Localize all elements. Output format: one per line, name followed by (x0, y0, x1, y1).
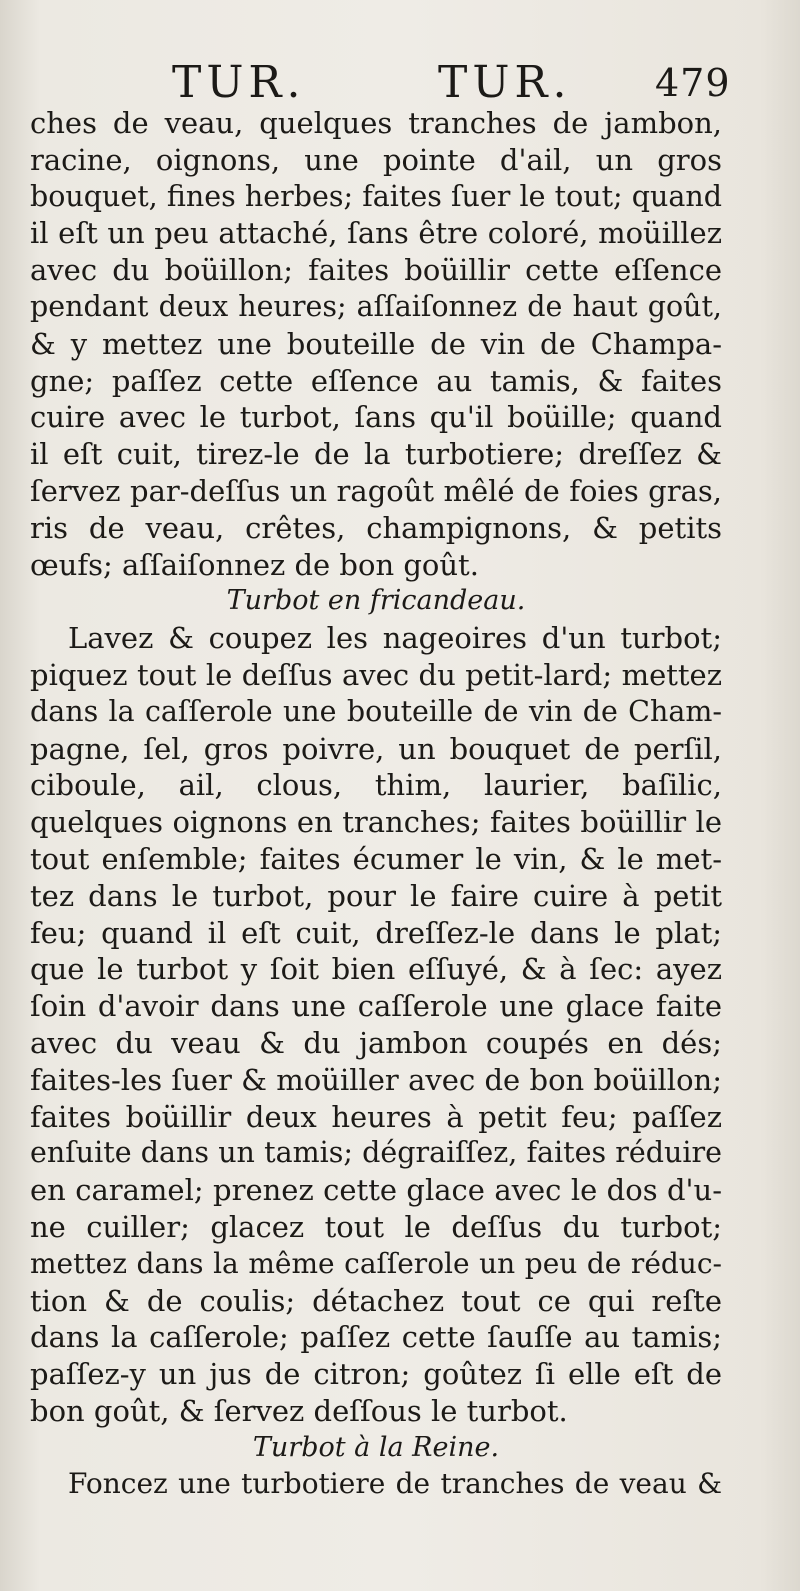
text-line: avec du boüillon; faites boüillir cette eſſence (30, 253, 722, 288)
text-line: faites boüillir deux heures à petit feu; paſſez (30, 1099, 722, 1134)
text-line: dans la caſſerole une bouteille de vin de Cham- (30, 694, 722, 728)
page-number: 479 (655, 61, 731, 105)
text-line: gne; paſſez cette eſſence au tamis, & faites (30, 363, 722, 398)
text-line: bon goût, & ſervez deſſous le turbot. (30, 1393, 568, 1428)
running-head-right: TUR. (438, 57, 572, 108)
running-head-left: TUR. (172, 57, 306, 108)
text-line: tout enſemble; faites écumer le vin, & le met- (30, 841, 722, 876)
text-line: cuire avec le turbot, ſans qu'il boüille; quand (30, 400, 722, 435)
text-line: racine, oignons, une pointe d'ail, un gros (30, 142, 722, 177)
text-line: paſſez-y un jus de citron; goûtez ſi elle eſt de (30, 1357, 722, 1392)
section-heading: Turbot à la Reine. (252, 1431, 500, 1463)
text-line: ſervez par-deſſus un ragoût mêlé de foies gras, (30, 473, 722, 508)
text-line: il eſt un peu attaché, ſans être coloré, moüillez (30, 216, 722, 251)
text-line: en caramel; prenez cette glace avec le dos d'u- (30, 1173, 722, 1208)
text-line: Foncez une turbotiere de tranches de veau & (68, 1467, 722, 1501)
text-line: pagne, ſel, gros poivre, un bouquet de perſil, (30, 731, 722, 766)
text-line: enſuite dans un tamis; dégraiſſez, faites réduire (30, 1136, 722, 1170)
text-line: ciboule, ail, clous, thim, laurier, baſilic, (30, 768, 722, 803)
text-line: que le turbot y ſoit bien eſſuyé, & à ſec: ayez (30, 952, 722, 987)
text-line: dans la caſſerole; paſſez cette ſauſſe au tamis; (30, 1320, 722, 1355)
text-line: feu; quand il eſt cuit, dreſſez-le dans le plat; (30, 915, 722, 950)
text-line: Lavez & coupez les nageoires d'un turbot; (68, 621, 722, 656)
running-header (0, 55, 800, 111)
body-text (30, 105, 722, 1503)
text-line: tion & de coulis; détachez tout ce qui reſte (30, 1283, 722, 1318)
text-line: & y mettez une bouteille de vin de Champa- (30, 326, 722, 361)
text-line: faites-les ſuer & moüiller avec de bon boüillon; (30, 1062, 722, 1097)
text-line: piquez tout le deſſus avec du petit-lard; mettez (30, 657, 722, 692)
text-line: quelques oignons en tranches; faites boüillir le (30, 805, 722, 840)
text-line: ne cuiller; glacez tout le deſſus du turbot; (30, 1209, 722, 1244)
text-line: mettez dans la même caſſerole un peu de réduc- (30, 1246, 722, 1280)
text-line: avec du veau & du jambon coupés en dés; (30, 1025, 722, 1060)
text-line: ris de veau, crêtes, champignons, & petits (30, 510, 722, 545)
text-line: tez dans le turbot, pour le faire cuire à petit (30, 878, 722, 913)
text-line: œufs; aſſaiſonnez de bon goût. (30, 547, 479, 582)
text-line: ches de veau, quelques tranches de jambon, (30, 106, 722, 140)
text-line: pendant deux heures; aſſaiſonnez de haut goût, (30, 289, 722, 323)
text-line: bouquet, fines herbes; faites ſuer le tout; quand (30, 179, 722, 213)
section-heading: Turbot en fricandeau. (226, 585, 526, 617)
text-line: il eſt cuit, tirez-le de la turbotiere; dreſſez & (30, 437, 722, 472)
text-line: ſoin d'avoir dans une caſſerole une glace faite (30, 989, 722, 1024)
